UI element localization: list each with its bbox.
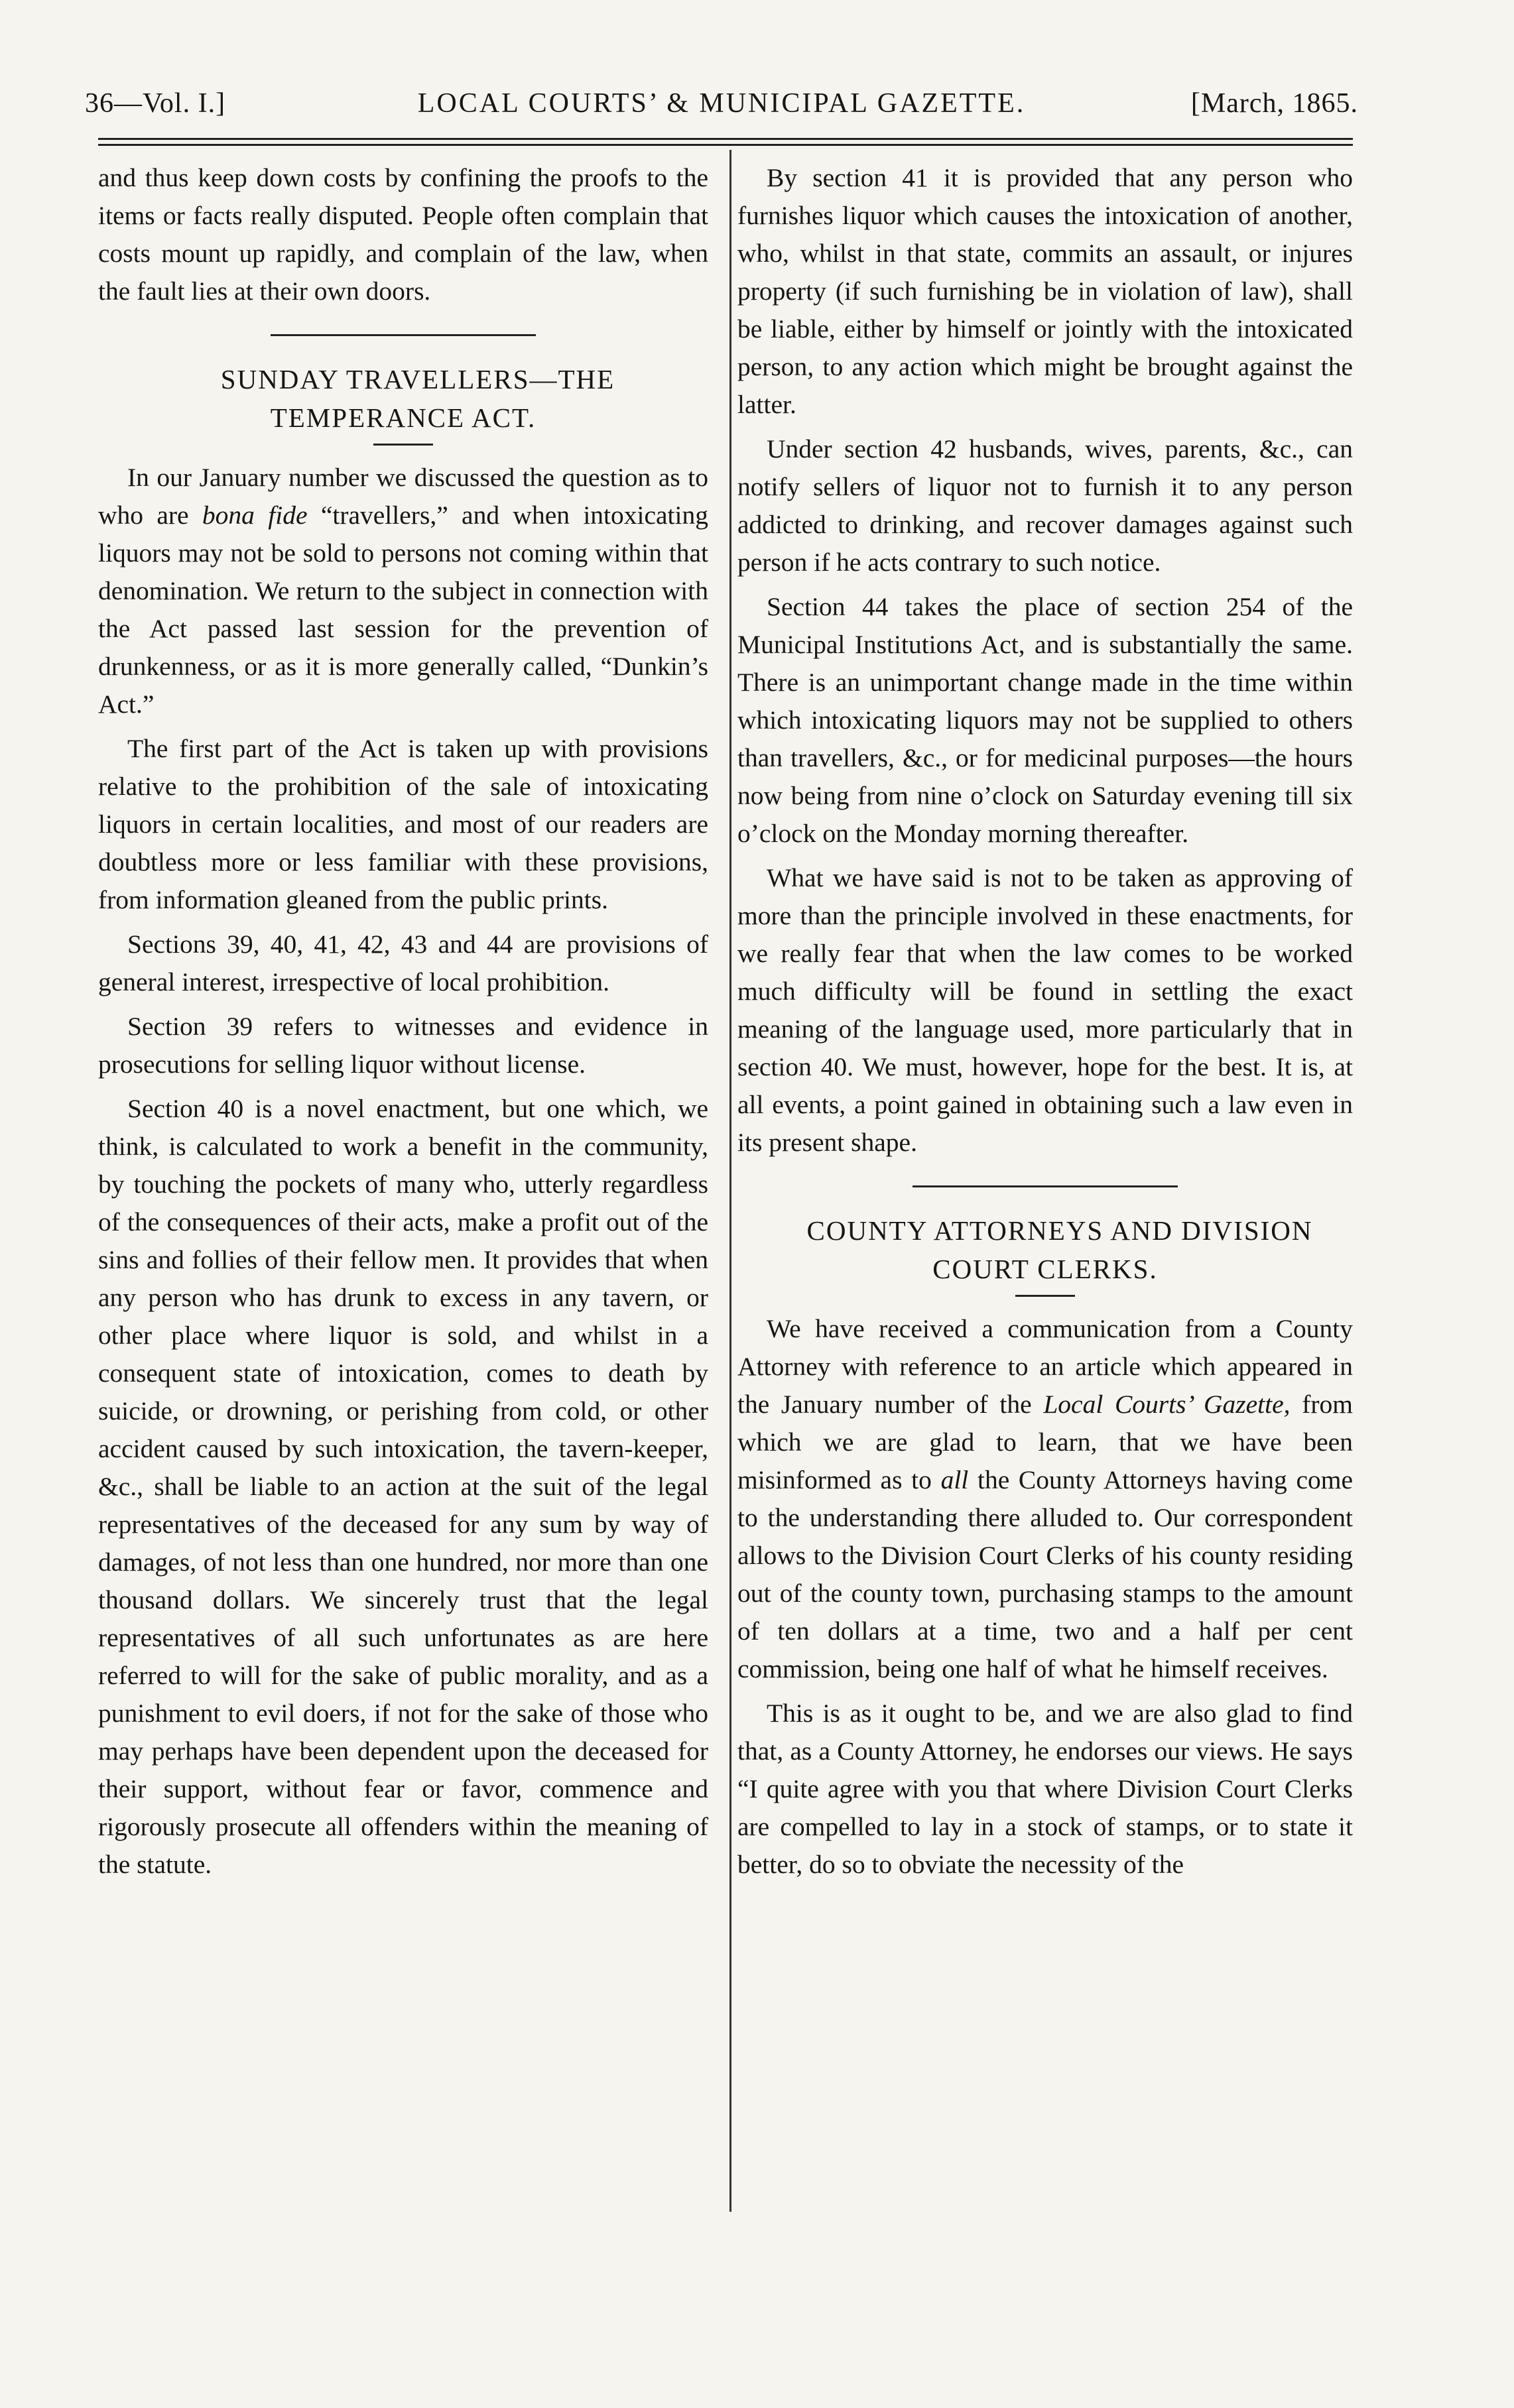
page-volume-label: 36—Vol. I.] [85, 88, 226, 119]
issue-date: [March, 1865. [1190, 88, 1358, 119]
italic-title: Local Courts’ Gazette, [1043, 1390, 1291, 1419]
article-heading-county-attorneys: COUNTY ATTORNEYS AND DIVISION COURT CLERKS. [806, 1215, 1313, 1284]
article-paragraph: We have received a communication from a County Attorney with reference to an article which appeared in the January number of the Local Courts’ Gazette, from which we are glad to learn, that we have been misinformed as to all the County Attorneys having come to the understanding there alluded to. Our correspondent allows to the Division Court Clerks of his county residing out of the county town, purchasing stamps to the amount of ten dollars at a time, two and a half per cent commission, being one half of what he himself receives. [737, 1314, 1353, 1683]
italic-term: bona fide [202, 501, 308, 530]
continued-paragraph: and thus keep down costs by confining the proofs to the items or facts really disputed. People often complain that costs mount up rapidly, and complain of the law, when the fault lies at their own doors. [98, 163, 708, 306]
article-paragraph: Sections 39, 40, 41, 42, 43 and 44 are provisions of general interest, irrespective of local prohibition. [98, 930, 708, 996]
article-heading-sunday-travellers: SUNDAY TRAVELLERS—THE TEMPERANCE ACT. [220, 364, 615, 433]
article-paragraph: What we have said is not to be taken as approving of more than the principle involved in these enactments, for we really fear that when the law comes to be worked much difficulty will be found in settling the exact meaning of the language used, more particularly that in section 40. We must, however, hope for the best. It is, at all events, a point gained in obtaining such a law even in its present shape. [737, 863, 1353, 1157]
header-double-rule [98, 138, 1353, 146]
article-paragraph: Section 39 refers to witnesses and evidence in prosecutions for selling liquor without license. [98, 1012, 708, 1079]
heading-rule [1015, 1295, 1075, 1297]
article-paragraph: Section 44 takes the place of section 254 of the Municipal Institutions Act, and is substantially the same. There is an unimportant change made in the time within which intoxicating liquors may not be supplied to others than travellers, &c., or for medicinal purposes—the hours now being from nine o’clock on Saturday evening till six o’clock on the Monday morning thereafter. [737, 592, 1353, 848]
publication-title: LOCAL COURTS’ & MUNICIPAL GAZETTE. [417, 88, 1026, 119]
left-column [98, 159, 708, 1890]
article-paragraph: The first part of the Act is taken up with provisions relative to the prohibition of the sale of intoxicating liquors in certain localities, and most of our readers are doubtless more or less familiar with these provisions, from information gleaned from the public prints. [98, 734, 708, 914]
section-separator [913, 1185, 1178, 1187]
heading-rule [373, 444, 433, 446]
italic-term: all [940, 1465, 969, 1494]
right-column [737, 159, 1353, 1890]
article-paragraph: Under section 42 husbands, wives, parents, &c., can notify sellers of liquor not to furnish it to any person addicted to drinking, and recover damages against such person if he acts contrary to such notice. [737, 434, 1353, 577]
section-separator [271, 334, 536, 336]
running-header [85, 78, 1358, 131]
article-paragraph: Section 40 is a novel enactment, but one which, we think, is calculated to work a benefit in the community, by touching the pockets of many who, utterly regardless of the consequences of their acts, make a profit out of the sins and follies of their fellow men. It provides that when any person who has drunk to excess in any tavern, or other place where liquor is sold, and whilst in a consequent state of intoxication, comes to death by suicide, or drowning, or perishing from cold, or other accident caused by such intoxication, the tavern-keeper, &c., shall be liable to an action at the suit of the legal representatives of the deceased for any sum by way of damages, of not less than one hundred, nor more than one thousand dollars. We sincerely trust that the legal representatives of all such unfortunates as are here referred to will for the sake of public morality, and as a punishment to evil doers, if not for the sake of those who may perhaps have been dependent upon the deceased for their support, without fear or favor, commence and rigorously prosecute all offenders within the meaning of the statute. [98, 1094, 708, 1879]
article-paragraph: By section 41 it is provided that any person who furnishes liquor which causes the intoxication of another, who, whilst in that state, commits an assault, or injures property (if such furnishing be in violation of law), shall be liable, either by himself or jointly with the intoxicated person, to any action which might be brought against the latter. [737, 163, 1353, 419]
column-divider [729, 150, 731, 2212]
article-paragraph: In our January number we discussed the question as to who are bona fide “travellers,” and when intoxicating liquors may not be sold to persons not coming within that denomination. We return to the subject in connection with the Act passed last session for the prevention of drunkenness, or as it is more generally called, “Dunkin’s Act.” [98, 463, 709, 719]
article-paragraph: This is as it ought to be, and we are also glad to find that, as a County Attorney, he endorses our views. He says “I quite agree with you that where Division Court Clerks are compelled to lay in a stock of stamps, or to state it better, do so to obviate the necessity of the [737, 1699, 1353, 1879]
